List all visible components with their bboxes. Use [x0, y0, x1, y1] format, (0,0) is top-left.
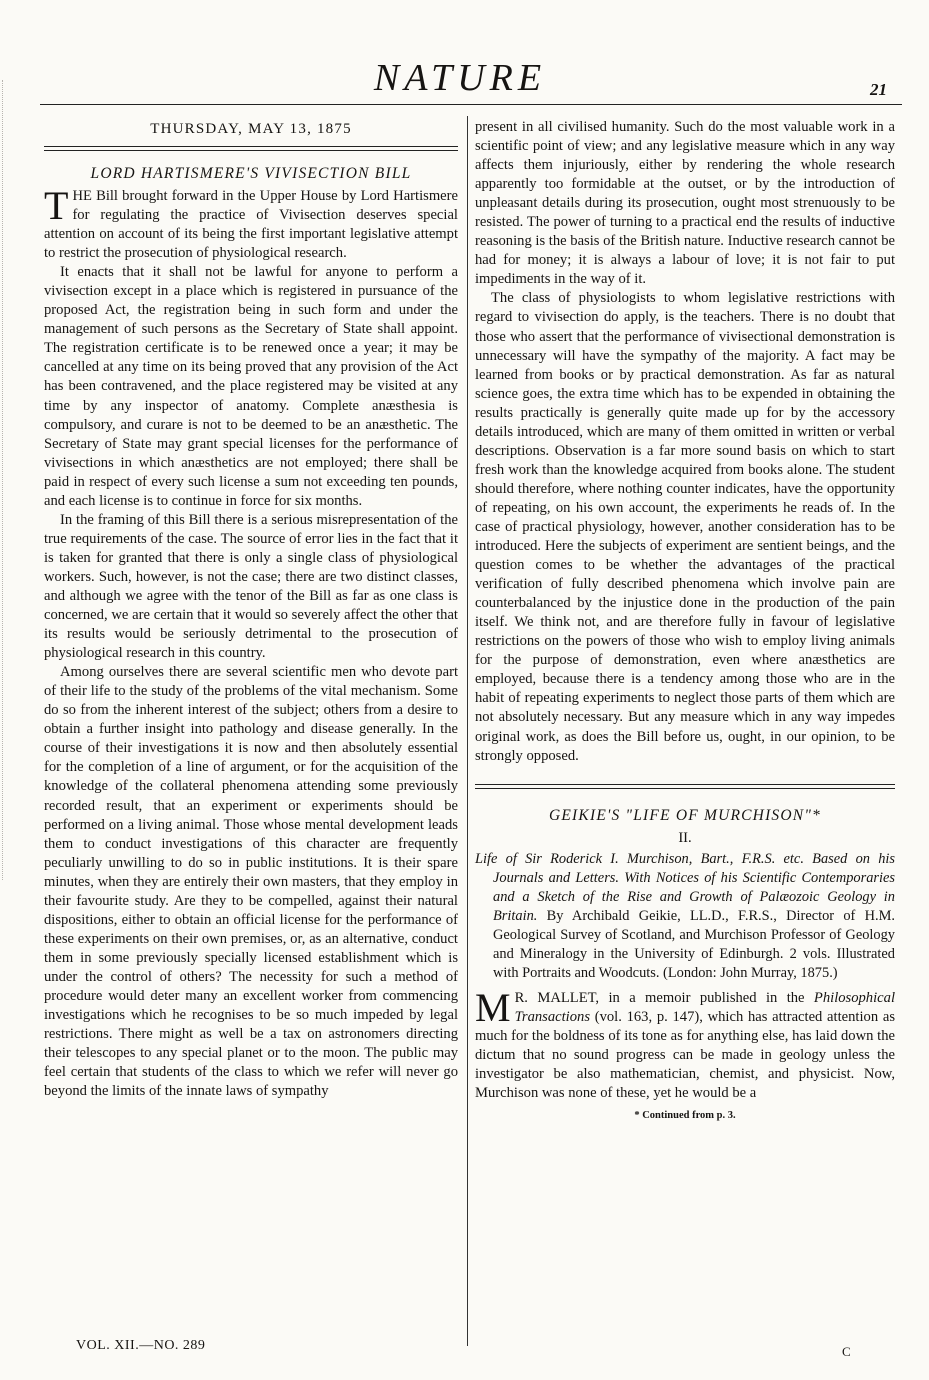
paragraph-2: It enacts that it shall not be lawful for anyone to perform a vivisection except in a place which is registered in pursuance of the proposed Act, the registration being in such form and under the management of such persons as the Secretary of State shall appoint. The registration certificate is to be renewed once a year; it may be cancelled at any time on its being proved that any provision of the Act has been contravened, and the place registered may be visited at any time by any inspector of anatomy. Complete anæsthesia is compulsory, and curare is not to be deemed to be an anæsthetic. The Secretary of State may grant special licenses for the performance of vivisections in which anæsthetics are not employed; there shall be paid in respect of every such license a sum not exceeding ten pounds, and each license is to continue in force for six months. — [44, 264, 458, 509]
book-details: By Archibald Geikie, LL.D., F.R.S., Director of H.M. Geological Survey of Scotland, and Murchison Professor of Geology and Mineralogy in the University of Edinburgh. 2 vols. Illustrated with Portraits and Woodcuts. (London: John Murray, 1875.) — [493, 907, 895, 981]
paragraph-5: present in all civilised humanity. Such do the most valuable work in a scientific point of view; and any legislative measure which in any way affects them injuriously, either by rendering the whole research apparently too formidable at the outset, or by the introduction of unpleasant details during its prosecution, ought most strenuously to be resisted. The power of turning to a practical end the results of inductive reasoning is the basis of the British nature. Inductive research cannot be had for money; it is always a labour of love; it is not fair to put impediments in the way of it. — [475, 119, 895, 288]
paragraph-7-journal: Philosophical Transactions — [514, 989, 895, 1025]
footnote: * Continued from p. 3. — [634, 1110, 736, 1122]
section-rule — [475, 784, 895, 789]
paragraph-7 — [475, 984, 895, 1103]
issue-dateline: THURSDAY, MAY 13, 1875 — [150, 121, 352, 137]
left-column — [44, 118, 458, 1101]
signature-mark: C — [842, 1344, 851, 1359]
article-title: LORD HARTISMERE'S VIVISECTION BILL — [90, 165, 412, 182]
binding-edge-marks — [2, 80, 13, 880]
drop-cap: T — [44, 183, 69, 228]
header-rule — [40, 104, 902, 105]
paragraph-7-text-b: (vol. 163, p. 147), which has attracted attention as much for the boldness of its tone as for anything else, has laid down the dictum that no sound progress can be made in geology unless the investigator be also mathematician, chemist, and physicist. Now, Murchison was none of these, yet he would be a — [475, 1008, 895, 1102]
paragraph-1 — [44, 183, 458, 263]
drop-cap-m: M — [475, 984, 511, 1030]
volume-footer: VOL. XII.—NO. 289 — [76, 1338, 206, 1353]
dateline-rule — [44, 146, 458, 151]
paragraph-7-text-a: R. MALLET, in a memoir published in the — [514, 989, 814, 1006]
paragraph-1-text: HE Bill brought forward in the Upper House by Lord Hartismere for regulating the practice of Vivisection deserves special attention on account of its being the first important legislative attempt to restrict the prosecution of physiological research. — [44, 188, 458, 262]
journal-masthead: NATURE — [373, 57, 547, 99]
paragraph-6: The class of physiologists to whom legislative restrictions with regard to vivisection do apply, is the teachers. There is no doubt that those who assert that the performance of vivisectional demonstration is unnecessary will have the sympathy of the majority. A fact may be learned from books or by practical demonstration. As far as natural science goes, the extra time which has to be expended in obtaining the results practically is generally quite made up for by the accessory details introduced, which are many of them omitted in written or verbal descriptions. Observation is a far more sound basis on which to start fresh work than the knowledge acquired from books alone. The student should therefore, where nothing counter indicates, have the opportunity of repeating, on his own account, the experiments he reads of. In the case of practical physiology, however, another consideration has to be introduced. Here the subjects of experiment are sentient beings, and the question comes to be whether the advantages of the practical verification of fully described phenomena which involve pain are counterbalanced by the injustice done in the production of the pain itself. We think not, and are therefore fully in favour of legislative restrictions on the powers of those who wish to employ living animals for the purpose of demonstration, even where anæsthetics are employed, because there is a tendency among those who are in the habit of repeating experiments to neglect those parts of them which are not absolutely necessary. But any measure which in any way impedes original work, as does the Bill before us, ought, in our opinion, to be strongly opposed. — [475, 290, 895, 764]
book-citation — [475, 850, 895, 983]
column-divider — [467, 116, 468, 1346]
review-title: GEIKIE'S "LIFE OF MURCHISON"* — [549, 806, 821, 824]
book-title: Life of Sir Roderick I. Murchison, Bart., F.R.S. etc. Based on his Journals and Letters. With Notices of his Scientific Contemporaries and a Sketch of the Rise and Growth of Palæozoic Geology in Britain. — [475, 850, 895, 924]
page-number: 21 — [870, 80, 887, 99]
paragraph-4: Among ourselves there are several scientific men who devote part of their life to the study of the problems of the vital mechanism. Some do so from the inherent interest of the subject; others from a desire to obtain a further insight into pathology and disease generally. In the course of their investigations it is now and then absolutely essential for the completion of a line of argument, or for the acquisition of the knowledge of the collateral phenomena attending some previously recorded result, that an experiment or experiments should be performed on a living animal. Those whose mental development leads them to conduct investigations of this character are frequently peculiarly unwilling to do so in public institutions. It is their spare minutes, when they are entirely their own masters, that they employ in their favourite study. Are they to be compelled, against their natural dispositions, either to obtain an official license for the performance of these experiments on their own premises, or, as an alternative, conduct them in some previously specially licensed establishment which is under the control of others? The necessity for such a method of procedure would deter many an excellent worker from commencing investigations which he recognises to be so much impeded by legal restrictions. There might as well be a tax on astronomers directing their telescopes to any special planet or to the moon. The public may feel certain that students of the class to which we refer will never go beyond the limits of the innate laws of sympathy — [44, 664, 458, 1100]
review-part-number: II. — [678, 829, 692, 846]
paragraph-3: In the framing of this Bill there is a serious misrepresentation of the true requirements of the case. The source of error lies in the fact that it is taken for granted that there is only a single class of physiological workers. Such, however, is not the case; there are two distinct classes, and although we agree with the tenor of the Bill as far as one class is concerned, we are certain that it would so severely affect the other that its results would be seriously detrimental to the prosecution of physiological research in this country. — [44, 511, 458, 662]
right-column — [475, 118, 895, 1123]
